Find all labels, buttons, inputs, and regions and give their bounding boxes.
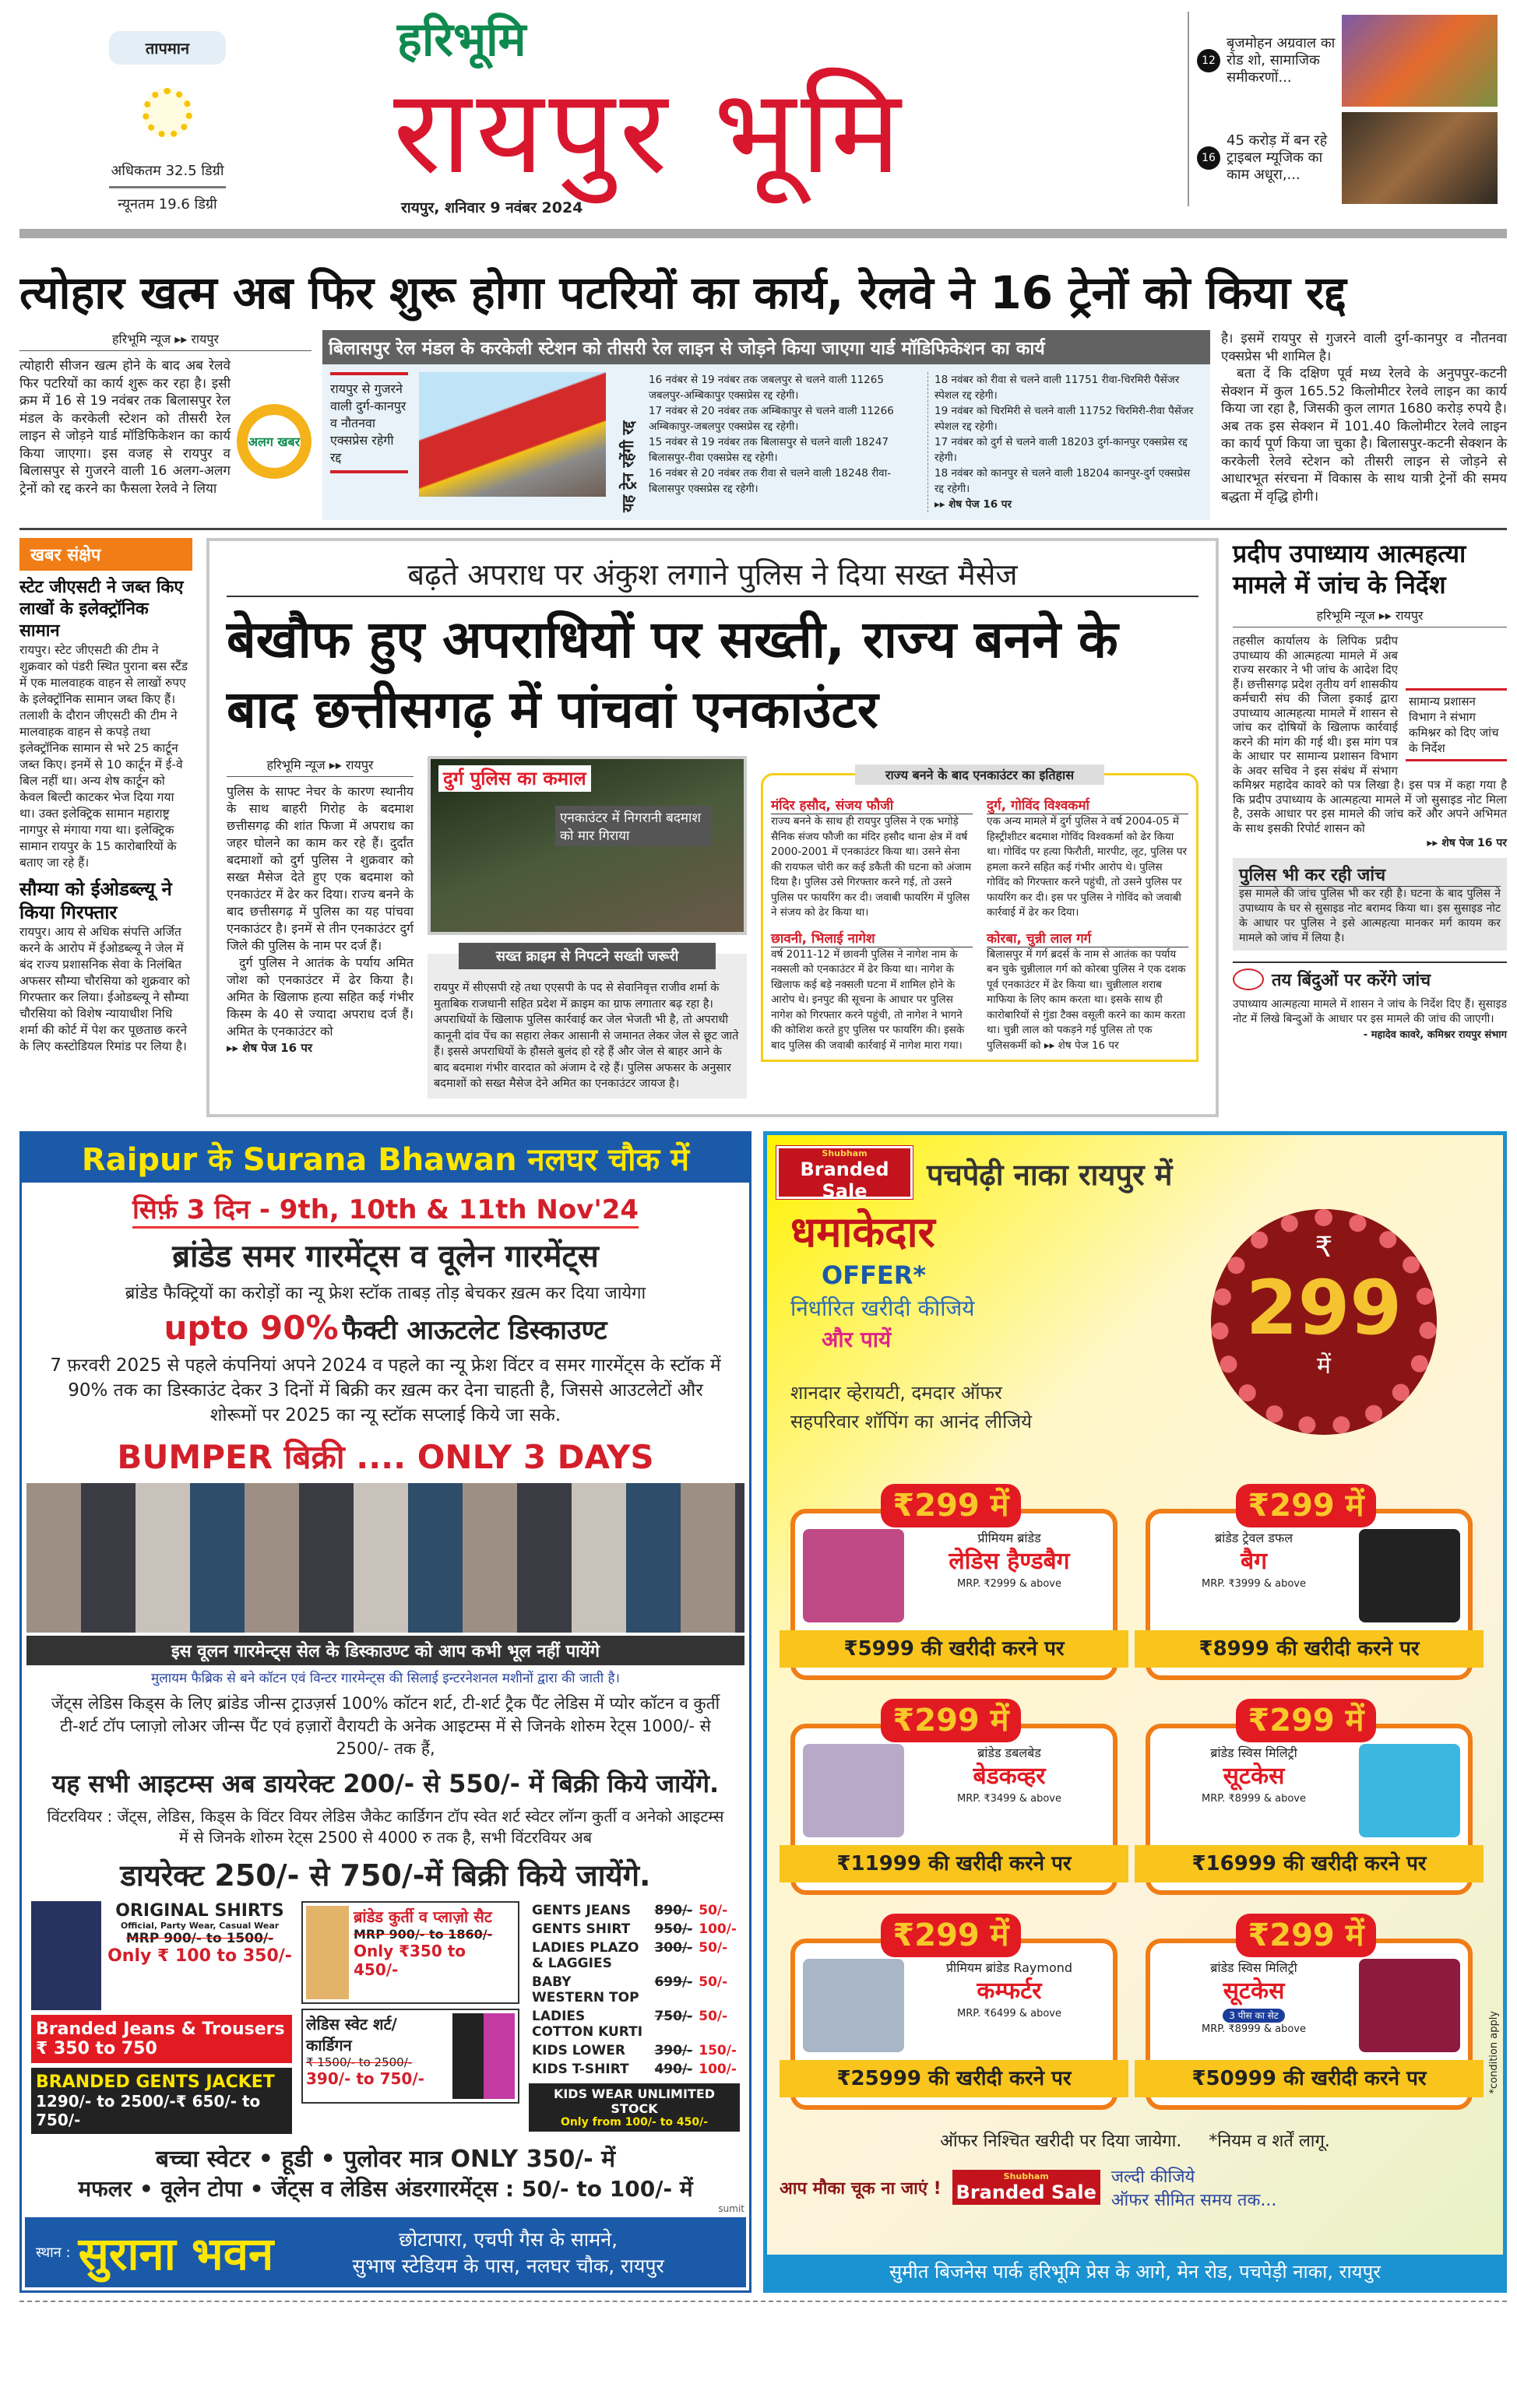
product-sub: ब्रांडेड डबलबेड	[977, 1745, 1041, 1760]
product-photo	[1359, 1959, 1460, 2052]
price-item: LADIES COTTON KURTI	[532, 2008, 643, 2040]
product-photo	[803, 1959, 904, 2052]
price-mrp: 490/-	[654, 2061, 693, 2077]
list-item: 16 नवंबर से 20 नवंबर तक रीवा से चलने वाली 18248 रीवा-बिलासपुर एक्सप्रेस रद्द रहेगी।	[649, 467, 892, 495]
purchase-condition: ₹5999 की खरीदी करने पर	[780, 1630, 1128, 1668]
offer-card	[1146, 1487, 1473, 1680]
cancel-list-b	[927, 372, 1202, 512]
venue-address: छोटापारा, एचपी गैस के सामने,	[399, 2227, 618, 2251]
offer-card	[790, 1487, 1118, 1680]
brief-title: स्टेट जीएसटी ने जब्त किए लाखों के इलेक्ट्रॉनिक सामान	[19, 578, 184, 641]
product-mrp: MRP. ₹3999 & above	[1202, 1577, 1306, 1590]
kurti-photo	[306, 1906, 349, 1999]
price-price: 50/-	[699, 1974, 728, 1990]
ad-title: ब्रांडेड समर गारमेंट्स व वूलेन गारमेंट्स	[172, 1238, 599, 1274]
sweat-title: लेडिस स्वेट शर्ट/ कार्डिगन	[306, 2014, 397, 2055]
continued-link[interactable]: ▸▸ शेष पेज 16 पर	[1427, 837, 1507, 849]
jacket-price: 1290/- to 2500/-₹ 650/- to 750/-	[36, 2091, 261, 2129]
offer-cards	[767, 1478, 1503, 2110]
history-item-body: एक अन्य मामले में दुर्ग पुलिस ने वर्ष 2004-05 में हिस्ट्रीशीटर बदमाश गोविंद विश्वकर्मा को ढेर किया था। गोविंद पर हत्या फिरौती, मारपीट, लूट, पुलिस पर हमला करने सहित कई गंभीर आरोप थे। पुलिस गोविंद को गिरफ्तार करने पहुंची, तो उसने पुलिस पर फायरिंग कर दी। इस पर पुलिस ने गोविंद को जवाबी कार्रवाई में ढेर कर दिया।	[987, 815, 1188, 919]
product-sub: ब्रांडेड स्विस मिलिट्री	[1210, 1960, 1297, 1975]
terms-note: *नियम व शर्तें लागू.	[1209, 2131, 1330, 2151]
venue-bar	[25, 2217, 746, 2287]
price-badge: ₹299 में	[881, 1484, 1021, 1527]
price-row	[529, 1920, 740, 1939]
weather-label: तापमान	[109, 31, 226, 65]
pradeep-headline: प्रदीप उपाध्याय आत्महत्या मामले में जांच के निर्देश	[1233, 539, 1466, 599]
venue-name: सुराना भवन	[78, 2227, 274, 2280]
masthead-band	[19, 0, 1507, 226]
venue-label: स्थान :	[36, 2244, 71, 2261]
train-panel	[322, 330, 1210, 520]
offer-card	[790, 1917, 1118, 2110]
price-item: GENTS JEANS	[532, 1902, 632, 1918]
shirts-title: ORIGINAL SHIRTS	[115, 1900, 284, 1921]
lead-left-column	[19, 330, 311, 497]
ad-discount: upto 90%	[164, 1308, 339, 1347]
crime-box-title: सख्त क्राइम से निपटने सख्ती जरूरी	[459, 943, 716, 969]
product-name: बेडकव्हर	[973, 1762, 1046, 1790]
police-box	[1233, 858, 1507, 951]
side-note: रायपुर से गुजरने वाली दुर्ग-कानपुर व नौतनवा एक्सप्रेस रहेगी रद्द	[330, 372, 408, 473]
ad-line-b: मफलर • वूलेन टोपा • जेंट्स व लेडिस अंडरगारमेंट्स : 50/- to 100/- में	[78, 2175, 693, 2202]
product-mrp: MRP. ₹3499 & above	[957, 1792, 1061, 1805]
price-mrp: 390/-	[654, 2042, 693, 2058]
kicker: बढ़ते अपराध पर अंकुश लगाने पुलिस ने दिया सख्त मैसेज	[227, 557, 1198, 597]
price-badge: ₹299 में	[881, 1699, 1021, 1742]
product-name: लेडिस हैण्डबैग	[949, 1547, 1070, 1575]
offer-line: शानदार व्हेरायटी, दमदार ऑफर	[790, 1381, 1002, 1404]
list-item: 19 नवंबर को चिरमिरी से चलने वाली 11752 चिरमिरी-रीवा पैसेंजर स्पेशल रद्द रहेगी।	[934, 405, 1194, 433]
ad-discount-text: फैक्टी आऊटलेट डिस्काउण्ट	[342, 1314, 607, 1346]
shirts-mrp: MRP 900/- to 1500/-	[125, 1930, 274, 1946]
brand-small: Shubham	[1003, 2171, 1049, 2181]
history-item-title: दुर्ग, गोविंद विश्वकर्मा	[987, 796, 1188, 814]
history-item	[771, 929, 973, 1054]
purchase-condition: ₹16999 की खरीदी करने पर	[1135, 1845, 1484, 1882]
teaser[interactable]	[1189, 12, 1507, 109]
encounter-story	[206, 538, 1219, 1117]
product-photo	[1359, 1744, 1460, 1837]
purchase-condition: ₹25999 की खरीदी करने पर	[780, 2060, 1128, 2097]
product-name: सूटकेस	[1223, 1762, 1285, 1790]
crime-box	[428, 948, 747, 1099]
ad-band: इस वूलन गारमेन्ट्स सेल के डिस्काउण्ट को आप कभी भूल नहीं पायेंगे	[26, 1636, 744, 1665]
sweat-mrp: ₹ 1500/- to 2500/-	[306, 2055, 413, 2069]
encounter-history	[761, 768, 1198, 1062]
condition-note: *condition apply	[1488, 2010, 1500, 2094]
list-item: 18 नवंबर को रीवा से चलने वाली 11751 रीवा-चिरमिरी पैसेंजर स्पेशल रद्द रहेगी।	[934, 374, 1180, 402]
product-photo	[803, 1744, 904, 1837]
weather-box	[109, 31, 226, 213]
teaser-photo	[1342, 112, 1498, 204]
ad-winter: विंटरवियर : जेंट्स, लेडिस, किड्स के विंटर वियर लेडिस जैकेट कार्डिगन टॉप स्वेत शर्ट स्वेटर लॉन्ग कुर्ती व अनेको आइटम्स में से जिनके शोरुम रेट्स 2500 से 4000 रु तक है, सभी विंटरवियर अब	[47, 1806, 724, 1847]
header-divider	[19, 229, 1507, 238]
continued-link[interactable]: ▸▸ शेष पेज 16 पर	[934, 498, 1012, 511]
product-photo	[1359, 1529, 1460, 1622]
list-item: 18 नवंबर को कानपुर से चलने वाली 18204 कानपुर-दुर्ग एक्सप्रेस रद्द रहेगी।	[934, 467, 1191, 495]
price-mrp: 699/-	[654, 1974, 693, 1990]
photo-caption: एनकाउंटर में निगरानी बदमाश को मार गिराया	[555, 806, 711, 846]
page-bottom-rule	[19, 2301, 1507, 2316]
police-box-title: पुलिस भी कर रही जांच	[1239, 863, 1501, 887]
ad-dates: सिर्फ़ 3 दिन - 9th, 10th & 11th Nov'24	[132, 1190, 639, 1229]
kids-offer	[529, 2083, 740, 2132]
hurry-text: जल्दी कीजिये	[1110, 2167, 1195, 2187]
train-photo	[419, 372, 606, 497]
price-badge: ₹299 में	[1236, 1914, 1376, 1957]
history-item	[987, 796, 1188, 921]
cancel-list-a	[649, 372, 917, 512]
shirts-price: Only ₹ 100 to 350/-	[107, 1946, 292, 1966]
price-row	[529, 2060, 740, 2079]
brief-body: रायपुर। स्टेट जीएसटी की टीम ने शुक्रवार को पंडरी स्थित पुराना बस स्टैंड में एक मालवाहक वाहन से लाखों रुपए के इलेक्ट्रॉनिक सामान जब्त किए हैं। तलाशी के दौरान जीएसटी की टीम ने मालवाहक वाहन से कपड़े तथा इलेक्ट्रॉनिक सामान से भरे 25 कार्टून जब्त किए। इनमें से 10 कार्टून में ई-वे बिल नहीं था। अन्य शेष कार्टून को केवल बिल्टी काटकर भेज दिया गया था। उक्त इलेक्ट्रिक सामान महाराष्ट्र नागपुर से मंगाया गया था। इलेक्ट्रिक सामान रायपुर के 15 कारोबारियों के बताए जा रहे हैं।	[19, 643, 188, 870]
price-row	[529, 1939, 740, 1973]
ad-bumper: BUMPER बिक्री .... ONLY 3 DAYS	[117, 1437, 654, 1476]
pullquote: सामान्य प्रशासन विभाग ने संभाग कमिश्नर को दिए जांच के निर्देश	[1406, 688, 1507, 761]
encounter-photo	[428, 756, 747, 935]
models-photo-strip	[26, 1483, 744, 1633]
brief-label: खबर संक्षेप	[19, 538, 192, 571]
encounter-headline: बेखौफ हुए अपराधियों पर सख्ती, राज्य बनने के बाद छत्तीसगढ़ में पांचवां एनकाउंटर	[227, 610, 1118, 740]
kurti-title: ब्रांडेड कुर्ती व प्लाज़ो सैट	[354, 1907, 492, 1926]
offer-note: ऑफर निश्चित खरीदी पर दिया जायेगा.	[940, 2131, 1182, 2151]
product-sub: ब्रांडेड ट्रेवल डफल	[1214, 1530, 1293, 1545]
offer-line: और पायें	[822, 1326, 892, 1352]
list-item: 16 नवंबर से 19 नवंबर तक जबलपुर से चलने वाली 11265 जबलपुर-अम्बिकापुर एक्सप्रेस रद्द रहेगी।	[649, 374, 884, 402]
price-item: BABY WESTERN TOP	[532, 1974, 639, 2005]
history-item	[987, 929, 1188, 1054]
purchase-condition: ₹11999 की खरीदी करने पर	[780, 1845, 1128, 1882]
surana-ad	[19, 1131, 751, 2293]
price-row	[529, 2041, 740, 2060]
price-item: KIDS LOWER	[532, 2042, 625, 2058]
middle-band	[19, 538, 1507, 1117]
purchase-condition: ₹50999 की खरीदी करने पर	[1135, 2060, 1484, 2097]
product-mrp: MRP. ₹8999 & above	[1202, 1792, 1306, 1805]
purchase-condition: ₹8999 की खरीदी करने पर	[1135, 1630, 1484, 1668]
continued-link[interactable]: ▸▸ शेष पेज 16 पर	[227, 1041, 312, 1055]
train-subhead: बिलासपुर रेल मंडल के करकेली स्टेशन को तीसरी रेल लाइन से जोड़ने किया जाएगा यार्ड मॉडिफिकेशन का कार्य	[322, 330, 1210, 364]
offer-line: निर्धारित खरीदी कीजिये	[790, 1295, 975, 1321]
price-mrp: 950/-	[654, 1921, 693, 1937]
history-item	[771, 796, 973, 921]
brand-logo	[776, 1146, 913, 1202]
section-divider	[19, 528, 1507, 530]
kurti-offer	[301, 1901, 519, 2004]
brief-body: रायपुर। आय से अधिक संपत्ति अर्जित करने के आरोप में ईओडब्ल्यू ने जेल में बंद राज्य प्रशासनिक सेवा के निलंबित अफसर सौम्या चौरसिया को शुक्रवार को गिरफ्तार कर लिया। ईओडब्ल्यू ने सौम्या चौरसिया को विशेष न्यायाधीश निधि शर्मा की कोर्ट में पेश कर पूछताछ करने के लिए कस्टोडियल रिमांड पर लिया है।	[19, 925, 190, 1053]
price-medallion	[1211, 1209, 1437, 1435]
ad-para2: जेंट्स लेडिस किड्स के लिए ब्रांडेड जीन्स ट्राउज़र्स 100% कॉटन शर्ट, टी-शर्ट ट्रैक पैंट लेडिस में प्योर कॉटन व कुर्ती टी-शर्ट टॉप प्लाज़ो लोअर जीन्स पैंट एवं हज़ारों वैरायटी के अनेक आइटम्स में से जिनके शोरुम रेट्स 1000/- से 2500/- तक हैं,	[51, 1693, 720, 1758]
ad-fabric: मुलायम फैब्रिक से बने कॉटन एवं विन्टर गारमेन्ट्स की सिलाई इन्टरनेशनल मशीनों द्वारा की जाती है।	[151, 1670, 620, 1686]
kids-title: KIDS WEAR UNLIMITED STOCK	[553, 2086, 716, 2116]
jacket-offer	[31, 2068, 292, 2134]
price-price: 150/-	[699, 2042, 737, 2058]
news-brief-column	[19, 538, 192, 1055]
ad-direct1: यह सभी आइटम्स अब डायरेक्ट 200/- से 550/- में बिक्री किये जायेंगे.	[51, 1768, 720, 1798]
price-price: 100/-	[699, 2061, 737, 2077]
byline: हरिभूमि न्यूज ▸▸ रायपुर	[19, 330, 311, 351]
brand-name: Branded Sale	[800, 1158, 889, 1202]
price-mrp: 300/-	[654, 1939, 693, 1956]
product-sub: प्रीमियम ब्रांडेड Raymond	[945, 1960, 1073, 1975]
teaser-text: बृजमोहन अग्रवाल का रोड शो, सामाजिक समीकरणों...	[1227, 34, 1336, 86]
sweat-offer	[301, 2009, 519, 2104]
byline: हरिभूमि न्यूज ▸▸ रायपुर	[227, 756, 414, 777]
brand-top: हरिभूमि	[397, 12, 526, 67]
jacket-title: BRANDED GENTS JACKET	[36, 2072, 275, 2092]
crime-box-body: रायपुर में सीएसपी रहे तथा एएसपी के पद से सेवानिवृत्त राजीव शर्मा के मुताबिक राजधानी सहित प्रदेश में क्राइम का ग्राफ लगातार बढ़ रहा है। अपराधियों के खिलाफ पुलिस कार्रवाई कर जेल भेजती भी है, तो अपराधी कानूनी दांव पेंच का सहारा लेकर आसानी से जमानत लेकर जेल से छूट जाते हैं। इससे अपराधियों के हौसले बुलंद हो रहे हैं और जेल से बाहर आने के बाद बदमाश गंभीर वारदात को अंजाम दे रहे हैं। पुलिस अफसर के अनुसार बदमाशों को सख्त मैसेज देने अमित का एनकाउंटर जायज है।	[434, 982, 739, 1090]
history-title: राज्य बनने के बाद एनकाउंटर का इतिहास	[855, 765, 1104, 785]
brand-small: Shubham	[822, 1148, 868, 1158]
price-badge: ₹299 में	[1236, 1484, 1376, 1527]
lead-right-column	[1221, 330, 1507, 505]
quote-attribution: - महादेव कावरे, कमिश्नर रायपुर संभाग	[1363, 1029, 1507, 1041]
quote-title: तय बिंदुओं पर करेंगे जांच	[1272, 971, 1431, 990]
lead-body: बता दें कि दक्षिण पूर्व मध्य रेलवे के अनुपपुर-कटनी सेक्शन में कुल 165.52 किलोमीटर रेलवे लाइन का कार्य किया जा रहा है, जिसकी कुल लागत 1680 करोड़ रुपये है। अब तक इस सेक्शन में 101.40 किलोमीटर रेलवे लाइन का कार्य पूर्ण किया जा चुका है। बिलासपुर-कटनी सेक्शन के करकेली रेलवे स्टेशन को तीसरी लाइन से जोड़ने से आधारभूत संरचना में विकास के साथ यात्री ट्रेनों की समय बद्धता में वृद्धि होगी।	[1221, 366, 1507, 504]
hurry-text: ऑफर सीमित समय तक...	[1110, 2190, 1277, 2210]
product-name: सूटकेस	[1223, 1977, 1285, 2005]
teaser[interactable]	[1189, 109, 1507, 206]
price-list	[529, 1901, 740, 2079]
lead-band	[19, 330, 1507, 520]
encounter-body: पुलिस के साफ्ट नेचर के कारण स्थानीय के साथ बाहरी गिरोह के बदमाश छत्तीसगढ़ की शांत फिजा में अपराध का जहर घोलने का काम कर रहे हैं। दुर्दांत बदमाशों को दुर्ग पुलिस ने शुक्रवार को सख्त मैसेज देते हुए एक बदमाश को एनकाउंटर में ढेर कर दिया। राज्य बनने के बाद छत्तीसगढ़ में पुलिस का यह पांचवा एनकाउंटर है। इनमें से तीन एनकाउंटर दुर्ग जिले की पुलिस के नाम पर दर्ज हैं।	[227, 784, 414, 953]
location: पचपेढ़ी नाका रायपुर में	[927, 1157, 1173, 1192]
offer-card	[1146, 1702, 1473, 1895]
product-mrp: MRP. ₹8999 & above	[1202, 2023, 1306, 2035]
quote-body: उपाध्याय आत्महत्या मामले में शासन ने जांच के निर्देश दिए हैं। सुसाइड नोट में लिखे बिन्दुओं के आधार पर इस मामले की जांच की जाएगी।	[1233, 998, 1507, 1025]
lead-headline: त्योहार खत्म अब फिर शुरू होगा पटरियों का कार्य, रेलवे ने 16 ट्रेनों को किया रद्द	[19, 266, 1346, 319]
list-item: 17 नवंबर से 20 नवंबर तक अम्बिकापुर से चलने वाली 11266 अम्बिकापुर-जबलपुर एक्सप्रेस रद्द रहेगी।	[649, 405, 894, 433]
pradeep-body: तहसील कार्यालय के लिपिक प्रदीप उपाध्याय की आत्महत्या मामले में अब राज्य सरकार ने भी जांच के आदेश दिए हैं। छत्तीसगढ़ प्रदेश तृतीय वर्ग शासकीय कर्मचारी संघ की जिला इकाई द्वारा उपाध्याय आत्महत्या मामले में शासन से जांच कर दोषियों के खिलाफ कार्रवाई करने की मांग की गई थी। इस मांग पत्र के आधार पर सामान्य प्रशासन विभाग के अवर सचिव ने इस संबंध में संभाग कमिश्नर महादेव कावरे को पत्र लिखा है। इस पत्र में कहा गया है कि प्रदीप उपाध्याय के आत्महत्या मामले में जो सुसाइड नोट मिला है, उसके आधार पर इस मामले की जांच करें और अपने अभिमत के साथ इसकी रिपोर्ट शासन को	[1233, 634, 1507, 835]
ad-line: ब्रांडेड फैक्ट्रियों का करोड़ों का न्यू फ्रेश स्टॉक ताबड़ तोड़ बेचकर ख़त्म कर दिया जायेगा	[125, 1283, 646, 1303]
list-item: 15 नवंबर से 19 नवंबर तक बिलासपुर से चलने वाली 18247 बिलासपुर-रीवा एक्सप्रेस रद्द रहेगी।	[649, 436, 889, 464]
kurti-mrp: MRP 900/- to 1860/-	[354, 1926, 493, 1942]
ad-top-banner: Raipur के Surana Bhawan नलघर चौक में	[22, 1134, 749, 1183]
ad-footer: सुमीत बिजनेस पार्क हरिभूमि प्रेस के आगे, मेन रोड, पचपेड़ी नाका, रायपुर	[767, 2255, 1503, 2289]
big-suffix: में	[1317, 1352, 1331, 1380]
alag-khabar-badge: अलग खबर	[237, 404, 311, 479]
shubham-ad	[763, 1131, 1507, 2293]
teaser-photo	[1342, 15, 1498, 107]
dateline: रायपुर, शनिवार 9 नवंबर 2024	[401, 199, 583, 216]
history-item-body: बिलासपुर में गर्ग ब्रदर्स के नाम से आतंक का पर्याय बन चुके चुन्नीलाल गर्ग को कोरबा पुलिस ने एक दशक पूर्व एनकाउंटर में ढेर किया था। चुन्नीलाल शराब माफिया के लिए काम करता था। इसके साथ ही कारोबारियों से गुंडा टैक्स वसूली करने का काम करता था। चुन्नी लाल को पकड़ने गई पुलिस तो एक पुलिसकर्मी को ▸▸ शेष पेज 16 पर	[987, 947, 1186, 1052]
miss-text: आप मौका चूक ना जाएं !	[780, 2178, 942, 2199]
encounter-body-column	[227, 756, 414, 1056]
venue-address: सुभाष स्टेडियम के पास, नलघर चौक, रायपुर	[352, 2254, 664, 2277]
product-photo	[803, 1529, 904, 1622]
ad-credit: sumit	[718, 2202, 744, 2214]
offer-card	[1146, 1917, 1473, 2110]
ads-band	[19, 1131, 1507, 2293]
list-item: 17 नवंबर को दुर्ग से चलने वाली 18203 दुर्ग-कानपुर एक्सप्रेस रद्द रहेगी।	[934, 436, 1188, 464]
price-row	[529, 2007, 740, 2041]
price-price: 100/-	[699, 1921, 737, 1937]
offer-card	[790, 1702, 1118, 1895]
offers-grid	[31, 1901, 740, 2134]
price-price: 50/-	[699, 2008, 728, 2024]
product-sub: ब्रांडेड स्विस मिलिट्री	[1210, 1745, 1297, 1760]
sweat-photo	[452, 2013, 515, 2099]
history-item-title: मंदिर हसौद, संजय फौजी	[771, 796, 973, 814]
history-item-title: छावनी, भिलाई नागेश	[771, 929, 973, 947]
speech-bubble-icon	[1233, 968, 1264, 990]
price-price: 50/-	[699, 1902, 728, 1918]
price-mrp: 890/-	[654, 1902, 693, 1918]
product-name: कम्फर्टर	[977, 1977, 1042, 2005]
price-mrp: 750/-	[654, 2008, 693, 2024]
product-name: बैग	[1240, 1547, 1268, 1575]
teasers	[1188, 12, 1507, 206]
max-temp: अधिकतम 32.5 डिग्री	[109, 161, 226, 188]
history-item-body: राज्य बनने के साथ ही रायपुर पुलिस ने एक भगोड़े सैनिक संजय फौजी का मंदिर हसौद थाना क्षेत्र में वर्ष 2000-2001 में एनकाउंटर किया था। उसने सेना की रायफल चोरी कर कई डकैती की घटना को अंजाम दिया है। पुलिस उसे गिरफ्तार करने गई, तो उसने पुलिस पर फायरिंग कर दी। जवाबी फायरिंग में पुलिस ने संजय को ढेर किया था।	[771, 815, 972, 919]
lead-body: है। इसमें रायपुर से गुजरने वाली दुर्ग-कानपुर व नौतनवा एक्सप्रेस भी शामिल है।	[1221, 331, 1507, 364]
product-sub: प्रीमियम ब्रांडेड	[977, 1530, 1041, 1545]
dhamakedar: धमाकेदार	[790, 1207, 935, 1257]
kurti-price: Only ₹350 to 450/-	[354, 1941, 466, 1979]
byline: हरिभूमि न्यूज ▸▸ रायपुर	[1233, 606, 1507, 627]
cancelled-label: यह ट्रेन रहेंगी रद्द	[618, 420, 637, 512]
min-temp: न्यूनतम 19.6 डिग्री	[118, 196, 217, 213]
big-price: 299	[1245, 1264, 1403, 1352]
jeans-offer: Branded Jeans & Trousers ₹ 350 to 750	[31, 2015, 292, 2063]
teaser-text: 45 करोड़ में बन रहे ट्राइबल म्यूजिक का काम अधूरा,...	[1227, 132, 1328, 183]
brief-title: सौम्या को ईओडब्ल्यू ने किया गिरफ्तार	[19, 878, 172, 923]
offer-line: सहपरिवार शॉपिंग का आनंद लीजिये	[790, 1410, 1033, 1432]
shirt-photo	[31, 1901, 101, 2010]
kids-price: Only from 100/- to 450/-	[560, 2115, 709, 2129]
shirts-offer	[107, 1901, 292, 1966]
page-badge: 16	[1197, 146, 1220, 170]
brand-name: Branded Sale	[956, 2181, 1096, 2203]
price-item: LADIES PLAZO & LAGGIES	[532, 1939, 639, 1971]
lead-body: त्योहारी सीजन खत्म होने के बाद अब रेलवे फिर पटरियों का कार्य शुरू कर रहा है। इसी क्रम में 16 से 19 नवंबर तक बिलासपुर रेल मंडल के करकेली स्टेशन को तीसरी रेल लाइन से जोड़ने यार्ड मॉडिफिकेशन का कार्य किया जाएगा। इस वजह से रायपुर व बिलासपुर से गुजरने वाली 16 अलग-अलग ट्रेनों को रद्द करने का फैसला रेलवे ने लिया	[19, 358, 231, 497]
brand-logo	[952, 2170, 1100, 2205]
currency: ₹	[1315, 1231, 1333, 1264]
encounter-body: दुर्ग पुलिस ने आतंक के पर्याय अमित जोश को एनकाउंटर में ढेर किया है। अमित के खिलाफ हत्या सहित कई गंभीर किस्म के 40 से ज्यादा अपराध दर्ज हैं। अमित के एनकाउंटर को	[227, 955, 414, 1039]
history-item-body: वर्ष 2011-12 में छावनी पुलिस ने नागेश नाम के नक्सली को एनकाउंटर में ढेर किया था। नागेश के खिलाफ कई बड़े नक्सली घटना में शामिल होने के आरोप थे। इनपुट की सूचना के आधार पर पुलिस नागेश को गिरफ्तार करने पहुंची, तो नागेश ने भागने की कोशिश करते हुए पुलिस पर फायरिंग की। इसके बाद पुलिस की जवाबी कार्रवाई में नागेश मारा गया।	[771, 947, 965, 1052]
product-extra: 3 पीस का सेट	[1223, 2009, 1285, 2023]
price-row	[529, 1973, 740, 2007]
sun-icon	[143, 88, 192, 138]
ad-direct2: डायरेक्ट 250/- से 750/-में बिक्री किये जायेंगे.	[120, 1858, 651, 1893]
masthead: रायपुर भूमि	[393, 65, 906, 200]
pradeep-story	[1233, 538, 1507, 1041]
price-badge: ₹299 में	[881, 1914, 1021, 1957]
price-row	[529, 1901, 740, 1920]
price-badge: ₹299 में	[1236, 1699, 1376, 1742]
shirts-sub: Official, Party Wear, Casual Wear	[120, 1920, 280, 1931]
photo-title: दुर्ग पुलिस का कमाल	[438, 765, 591, 792]
ad-line-a: बच्चा स्वेटर • हूडी • पुलोवर मात्र ONLY 350/- में	[155, 2145, 616, 2173]
sweat-price: 390/- to 750/-	[306, 2069, 424, 2088]
police-box-body: इस मामले की जांच पुलिस भी कर रही है। घटना के बाद पुलिस ने उपाध्याय के घर से सुसाइड नोट बरामद किया था। इस सुसाइड नोट के आधार पर पुलिस ने इसे आत्महत्या मानकर मर्ग कायम कर मामले को जांच में लिया है।	[1239, 888, 1501, 944]
product-mrp: MRP. ₹6499 & above	[957, 2007, 1061, 2020]
page-badge: 12	[1197, 49, 1220, 72]
product-mrp: MRP. ₹2999 & above	[957, 1577, 1061, 1590]
offer: OFFER*	[822, 1260, 927, 1290]
price-item: GENTS SHIRT	[532, 1921, 631, 1937]
price-price: 50/-	[699, 1939, 728, 1956]
history-item-title: कोरबा, चुन्नी लाल गर्ग	[987, 929, 1188, 947]
price-item: KIDS T-SHIRT	[532, 2061, 629, 2077]
ad-para: 7 फ़रवरी 2025 से पहले कंपनियां अपने 2024 व पहले का न्यू फ्रेश विंटर व समर गारमेंट्स के स्टॉक में 90% तक का डिस्काउंट देकर 3 दिनों में बिक्री कर ख़त्म कर देना चाहती है, जिससे आउटलेटों और शोरूमों पर 2025 का न्यू स्टॉक सप्लाई किये जा सके.	[50, 1355, 721, 1425]
